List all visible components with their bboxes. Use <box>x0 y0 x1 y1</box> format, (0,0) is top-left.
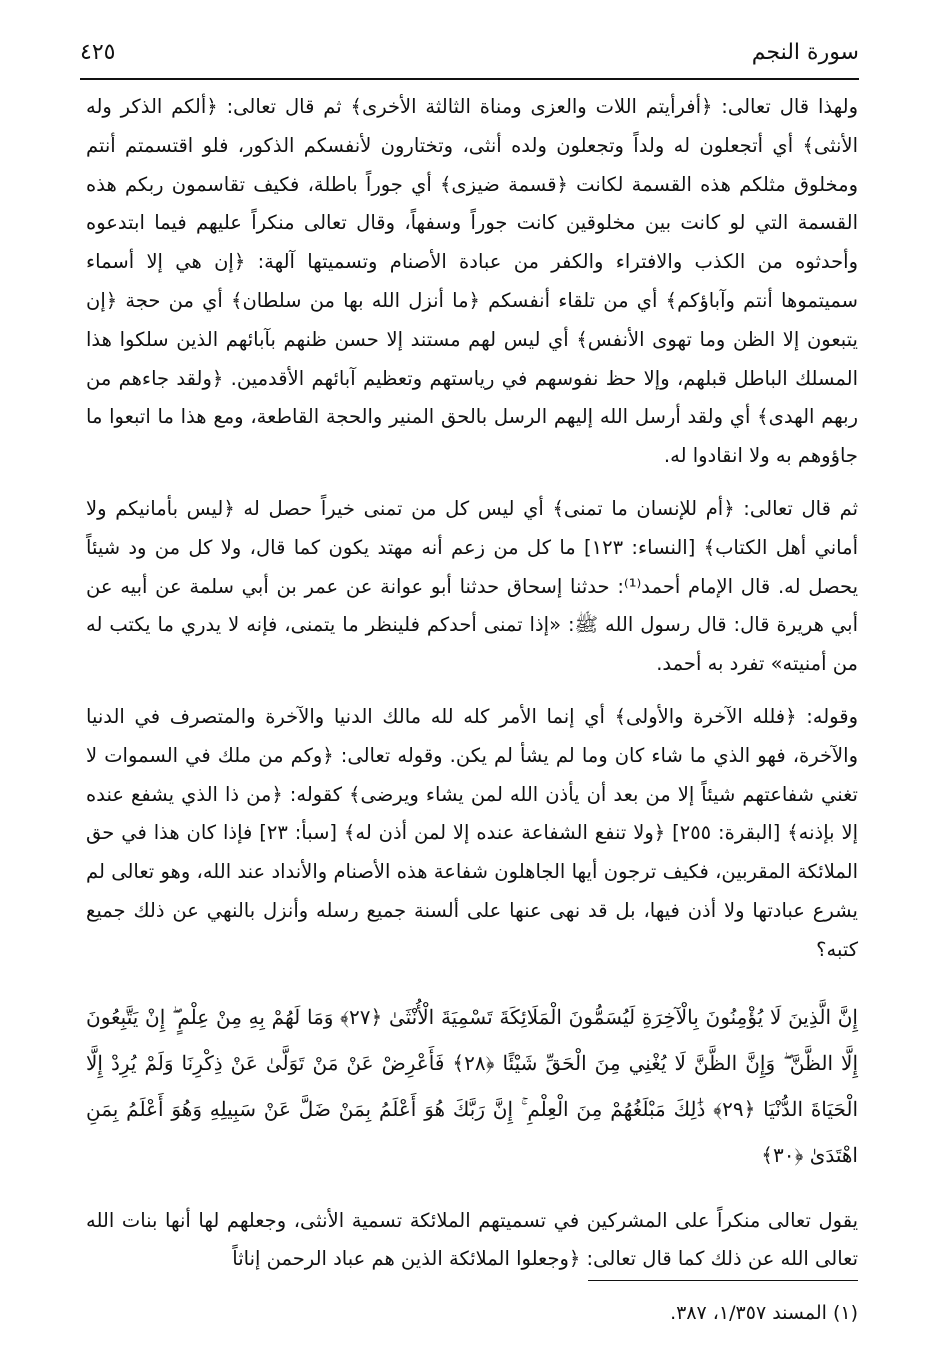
footnote: (١) المسند ١/٣٥٧، ٣٨٧. <box>670 1302 858 1324</box>
footnote-divider <box>588 1280 858 1281</box>
header-divider <box>80 78 859 80</box>
main-text <box>86 88 858 1279</box>
page-number: ٤٢٥ <box>80 39 116 65</box>
paragraph-1: ولهذا قال تعالى: ﴿أفرأيتم اللات والعزى ومناة الثالثة الأخرى﴾ ثم قال تعالى: ﴿ألكم الذكر وله الأنثى﴾ أي أتجعلون له ولداً وتجعلون ولده أنثى، وتختارون لأنفسكم الذكور، فلو اقتسمتم أنتم ومخلوق مثلكم هذه القسمة لكانت ﴿قسمة ضيزى﴾ أي جوراً باطلة، فكيف تقاسمون ربكم هذه القسمة التي لو كانت بين مخلوقين كانت جوراً وسفهاً، وقال تعالى منكراً عليهم فيما ابتدعوه وأحدثوه من الكذب والافتراء والكفر من عبادة الأصنام وتسميتها آلهة: ﴿إن هي إلا أسماء سميتموها أنتم وآباؤكم﴾ أي من تلقاء أنفسكم ﴿ما أنزل الله بها من سلطان﴾ أي من حجة ﴿إن يتبعون إلا الظن وما تهوى الأنفس﴾ أي ليس لهم مستند إلا حسن ظنهم بآبائهم الذين سلكوا هذا المسلك الباطل قبلهم، وإلا حظ نفوسهم في رياستهم وتعظيم آبائهم الأقدمين. ﴿ولقد جاءهم من ربهم الهدى﴾ أي ولقد أرسل الله إليهم الرسل بالحق المنير والحجة القاطعة، ومع هذا ما اتبعوا ما جاؤوهم به ولا انقادوا له. <box>86 95 858 468</box>
page-header <box>80 30 859 74</box>
paragraph-3: وقوله: ﴿فلله الآخرة والأولى﴾ أي إنما الأمر كله لله مالك الدنيا والآخرة والمتصرف في الدنيا والآخرة، فهو الذي ما شاء كان وما لم يشأ لم يكن. وقوله تعالى: ﴿وكم من ملك في السموات لا تغني شفاعتهم شيئاً إلا من بعد أن يأذن الله لمن يشاء ويرضى﴾ كقوله: ﴿من ذا الذي يشفع عنده إلا بإذنه﴾ [البقرة: ٢٥٥] ﴿ولا تنفع الشفاعة عنده إلا لمن أذن له﴾ [سبأ: ٢٣] فإذا كان هذا في حق الملائكة المقربين، فكيف ترجون أيها الجاهلون شفاعة هذه الأصنام والأنداد عند الله، وهو تعالى لم يشرع عبادتها ولا أذن فيها، بل قد نهى عنها على ألسنة جميع رسله وأنزل بالنهي عن ذلك جميع كتبه؟ <box>86 704 858 961</box>
quran-passage: إِنَّ الَّذِينَ لَا يُؤْمِنُونَ بِالْآخِرَةِ لَيُسَمُّونَ الْمَلَائِكَةَ تَسْمِيَةَ الْأُنْثَىٰ ﴿٢٧﴾ وَمَا لَهُمْ بِهِ مِنْ عِلْمٍ ۖ إِنْ يَتَّبِعُونَ إِلَّا الظَّنَّ ۖ وَإِنَّ الظَّنَّ لَا يُغْنِي مِنَ الْحَقِّ شَيْئًا ﴿٢٨﴾ فَأَعْرِضْ عَنْ مَنْ تَوَلَّىٰ عَنْ ذِكْرِنَا وَلَمْ يُرِدْ إِلَّا الْحَيَاةَ الدُّنْيَا ﴿٢٩﴾ ذَٰلِكَ مَبْلَغُهُمْ مِنَ الْعِلْمِ ۚ إِنَّ رَبَّكَ هُوَ أَعْلَمُ بِمَنْ ضَلَّ عَنْ سَبِيلِهِ وَهُوَ أَعْلَمُ بِمَنِ اهْتَدَىٰ ﴿٣٠﴾ <box>86 1004 859 1167</box>
surah-title: سورة النجم <box>751 39 859 65</box>
paragraph-2: ثم قال تعالى: ﴿أم للإنسان ما تمنى﴾ أي ليس كل من تمنى خيراً حصل له ﴿ليس بأمانيكم ولا أماني أهل الكتاب﴾ [النساء: ١٢٣] ما كل من زعم أنه مهتد يكون كما قال، ولا كل من ود شيئاً يحصل له. قال الإمام أحمد⁽¹⁾: حدثنا إسحاق حدثنا أبو عوانة عن عمر بن أبي سلمة عن أبيه عن أبي هريرة قال: قال رسول الله ﷺ: «إذا تمنى أحدكم فلينظر ما يتمنى، فإنه لا يدري ما يكتب له من أمنيته» تفرد به أحمد. <box>86 496 858 676</box>
closing-paragraph: يقول تعالى منكراً على المشركين في تسميتهم الملائكة تسمية الأنثى، وجعلهم لها أنها بنات الله تعالى الله عن ذلك كما قال تعالى: ﴿وجعلوا الملائكة الذين هم عباد الرحمن إناثاً <box>86 1208 858 1271</box>
